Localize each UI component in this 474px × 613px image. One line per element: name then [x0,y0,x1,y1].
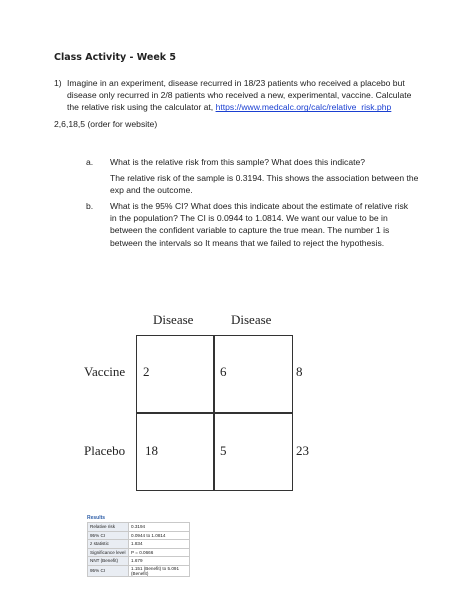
results-row [88,565,190,576]
cell-vaccine-2: 6 [220,364,227,379]
col-header-1: Disease [153,312,194,327]
results-row [88,523,190,532]
results-key: Significance level [88,548,129,557]
results-key: 95% CI [88,565,129,576]
results-title: Results [87,515,106,521]
results-key: Relative risk [88,523,129,532]
results-row [88,557,190,566]
item-a-answer: The relative risk of the sample is 0.3194. This shows the association between the exp and the outcome. [110,173,419,196]
results-key: 95% CI [88,531,129,540]
total-vaccine: 8 [296,364,303,379]
results-value: 1.679 [129,557,190,566]
results-value: P = 0.0666 [129,548,190,557]
results-table [87,522,190,577]
calculator-link[interactable]: https://www.medcalc.org/calc/relative_risk.php [215,102,392,113]
cell-placebo-2: 5 [220,443,227,458]
question-number: 1) [54,78,62,88]
item-a-question: What is the relative risk from this sample? What does this indicate? [110,157,366,167]
item-a-label: a. [86,157,94,167]
results-row [88,531,190,540]
row-label-placebo: Placebo [84,443,126,458]
item-b-label: b. [86,201,94,211]
results-row [88,540,190,549]
row-label-vaccine: Vaccine [84,364,126,379]
question-text: Imagine in an experiment, disease recurred in 18/23 patients who received a placebo but disease only recurred in 2/8 patients who received a new, experimental, vaccine. Calculate the relative risk using the calculator at, [67,78,412,113]
item-b [86,200,416,249]
question-1 [54,77,424,114]
col-header-2: Disease [231,312,272,327]
results-value: 0.3194 [129,523,190,532]
results-row [88,548,190,557]
results-value: 1.151 (Benefit) to 5.091 (Benefit) [129,565,190,576]
grid-divider-horizontal [136,412,293,414]
results-value: 0.0944 to 1.0814 [129,531,190,540]
order-note: 2,6,18,5 (order for website) [54,119,158,129]
cell-placebo-1: 18 [145,443,158,458]
results-value: 1.834 [129,540,190,549]
page-title: Class Activity - Week 5 [54,52,177,63]
total-placebo: 23 [296,443,309,458]
item-a [86,156,416,168]
item-b-question: What is the 95% CI? What does this indicate about the estimate of relative risk in the population? The CI is 0.0944 to 1.0814. We want our value to be in between the confident variable to capture the true mean. The number 1 is between the intervals so It means that we failed to reject the hypothesis. [110,201,409,248]
question-body [67,77,424,114]
results-key: NNT (Benefit) [88,557,129,566]
results-key: z statistic [88,540,129,549]
cell-vaccine-1: 2 [143,364,150,379]
